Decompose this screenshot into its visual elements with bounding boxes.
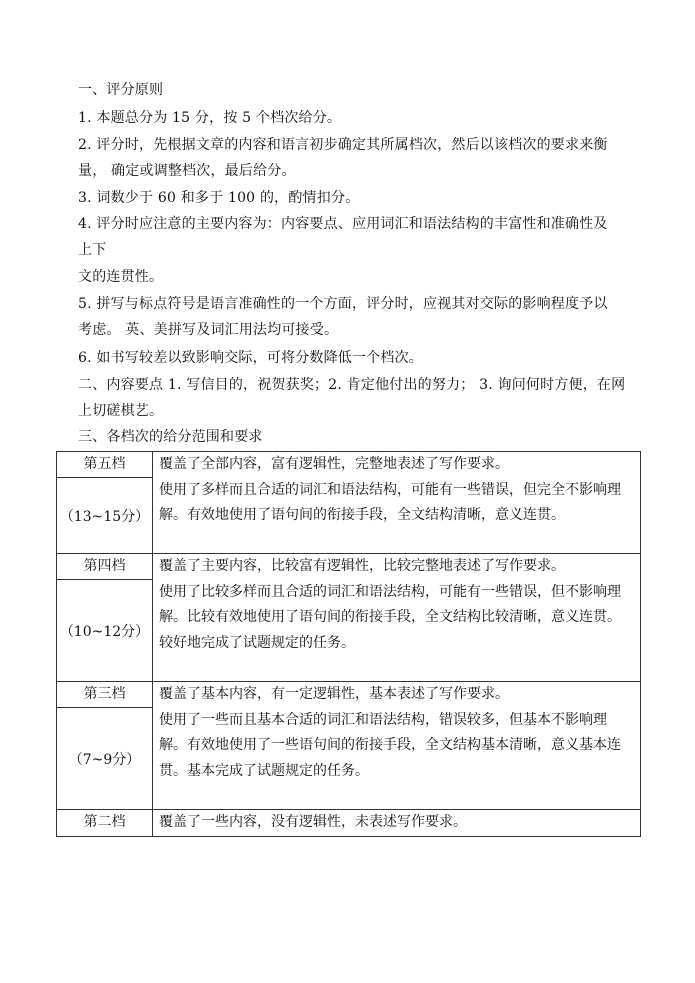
grade-description-first: 覆盖了一些内容，没有逻辑性，未表述写作要求。 xyxy=(159,814,467,830)
grade-description-cell xyxy=(153,682,641,810)
grade-description-cell xyxy=(153,554,641,682)
grade-description-rest: 使用了多样而且合适的词汇和语法结构，可能有一些错误，但完全不影响理解。有效地使用了语句间的衔接手段，全文结构清晰，意义连贯。 xyxy=(159,481,621,523)
grade-range-cell: （10~12分） xyxy=(57,580,153,682)
grade-description-cell xyxy=(153,452,641,554)
rule-5-line-2: 考虑。 英、美拼写及词汇用法均可接受。 xyxy=(78,322,339,338)
grade-description-cell xyxy=(153,810,641,837)
rule-1: 1. 本题总分为 15 分，按 5 个档次给分。 xyxy=(78,110,342,126)
grade-range-cell: （13~15分） xyxy=(57,478,153,554)
grade-level-cell: 第四档 xyxy=(57,554,153,580)
section-heading-2-line-1: 二、内容要点 1. 写信目的，祝贺获奖；2. 肯定他付出的努力； 3. 询问何时方便，在网 xyxy=(78,377,626,393)
grade-description-first: 覆盖了基本内容，有一定逻辑性，基本表述了写作要求。 xyxy=(159,686,509,702)
section-heading-1: 一、评分原则 xyxy=(78,82,164,98)
grade-description-rest: 使用了一些而且基本合适的词汇和语法结构，错误较多，但基本不影响理解。有效地使用了一些语句间的衔接手段，全文结构基本清晰，意义基本连贯。基本完成了试题规定的任务。 xyxy=(159,711,621,779)
table-row xyxy=(57,452,641,478)
rule-3: 3. 词数少于 60 和多于 100 的，酌情扣分。 xyxy=(78,190,360,206)
grade-description-rest: 使用了比较多样而且合适的词汇和语法结构，可能有一些错误，但不影响理解。比较有效地使用了语句间的衔接手段，全文结构比较清晰，意义连贯。较好地完成了试题规定的任务。 xyxy=(159,583,621,651)
rule-4-line-3: 文的连贯性。 xyxy=(78,269,164,285)
section-heading-3: 三、各档次的给分范围和要求 xyxy=(78,429,263,445)
table-row xyxy=(57,554,641,580)
rule-4-line-1: 4. 评分时应注意的主要内容为：内容要点、应用词汇和语法结构的丰富性和准确性及 xyxy=(78,216,608,232)
rule-5-line-1: 5. 拼写与标点符号是语言准确性的一个方面，评分时，应视其对交际的影响程度予以 xyxy=(78,296,608,312)
rule-2-line-1: 2. 评分时，先根据文章的内容和语言初步确定其所属档次，然后以该档次的要求来衡 xyxy=(78,137,608,153)
rule-4-line-2: 上下 xyxy=(78,242,107,258)
rule-6: 6. 如书写较差以致影响交际，可将分数降低一个档次。 xyxy=(78,350,424,366)
grade-level-cell: 第三档 xyxy=(57,682,153,708)
grade-range-cell: （7~9分） xyxy=(57,708,153,810)
grade-description-first: 覆盖了主要内容，比较富有逻辑性，比较完整地表述了写作要求。 xyxy=(159,558,565,574)
table-row xyxy=(57,810,641,837)
grade-level-cell: 第二档 xyxy=(57,810,153,837)
grade-level-cell: 第五档 xyxy=(57,452,153,478)
section-heading-2-line-2: 上切磋棋艺。 xyxy=(78,403,164,419)
grading-table xyxy=(56,451,641,837)
rule-2-line-2: 量， 确定或调整档次，最后给分。 xyxy=(78,163,296,179)
table-row xyxy=(57,682,641,708)
grade-description-first: 覆盖了全部内容，富有逻辑性，完整地表述了写作要求。 xyxy=(159,456,509,472)
